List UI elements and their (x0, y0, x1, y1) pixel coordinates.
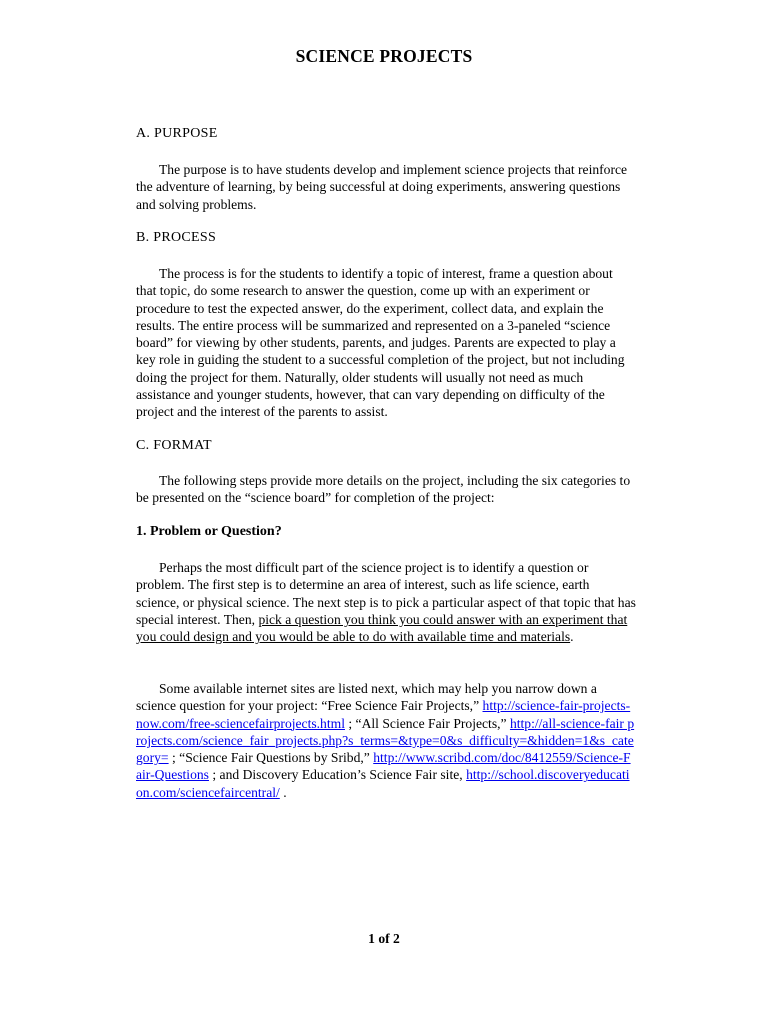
sites-text-4: ; and Discovery Education’s Science Fair site, (208, 767, 467, 783)
paragraph-internet-sites (136, 680, 636, 801)
link-all-science-fair-projects[interactable]: http://all-science-fair projects.com/science_fair_projects.php?s_terms=&type=0&s_difficulty=&hidden=1&s_category= (136, 715, 635, 766)
paragraph-process (136, 265, 636, 421)
paragraph-format (136, 472, 636, 507)
page-number: 1 of 2 (368, 931, 400, 946)
purpose-text: The purpose is to have students develop and implement science projects that reinforce the adventure of learning, by being successful at doing experiments, answering questions and solving problems. (136, 162, 628, 212)
page-title: SCIENCE PROJECTS (295, 46, 473, 66)
problem-text: Perhaps the most difficult part of the science project is to identify a question or problem. The first step is to determine an area of interest, such as life science, earth science, or physical science. The next step is to pick a particular aspect of that topic that has special interest. Then, (136, 560, 636, 627)
sites-text-1: Some available internet sites are listed next, which may help you narrow down a science question for your project: “Free Science Fair Projects,” (136, 681, 597, 714)
paragraph-purpose (136, 161, 636, 213)
problem-text-end: . (570, 629, 574, 645)
process-text: The process is for the students to identify a topic of interest, frame a question about that topic, do some research to answer the question, come up with an experiment or procedure to test the expected answer, do the experiment, collect data, and explain the results. The entire process will be summarized and represented on a 3-paneled “science board” for viewing by other students, parents, and judges. Parents are expected to play a key role in guiding the student to a successful completion of the project, but not including doing the project for them. Naturally, older students will usually not need as much assistance and younger students, however, that can vary depending on difficulty of the project and the interest of the parents to assist. (136, 266, 625, 420)
problem-underlined-text: pick a question you think you could answer with an experiment that you could design and you would be able to do with available time and materials (136, 611, 628, 645)
format-text: The following steps provide more details on the project, including the six categories to be presented on the “science board” for completion of the project: (136, 473, 631, 506)
section-heading-format: C. FORMAT (136, 438, 212, 453)
link-discovery-education[interactable]: http://school.discoveryeducation.com/sciencefaircentral/ (136, 767, 630, 800)
sites-text-2: ; “All Science Fair Projects,” (344, 715, 510, 731)
sites-text-5: . (279, 784, 287, 800)
link-scribd-science-fair-questions[interactable]: http://www.scribd.com/doc/8412559/Science-Fair-Questions (136, 750, 631, 783)
step-heading-problem: 1. Problem or Question? (136, 524, 282, 539)
section-heading-process: B. PROCESS (136, 230, 217, 245)
link-free-science-fair-projects[interactable]: http://science-fair-projects-now.com/free-sciencefairprojects.html (136, 698, 631, 731)
sites-text-3: ; “Science Fair Questions by Sribd,” (168, 750, 374, 766)
section-heading-purpose: A. PURPOSE (136, 126, 218, 141)
paragraph-problem (136, 559, 636, 645)
